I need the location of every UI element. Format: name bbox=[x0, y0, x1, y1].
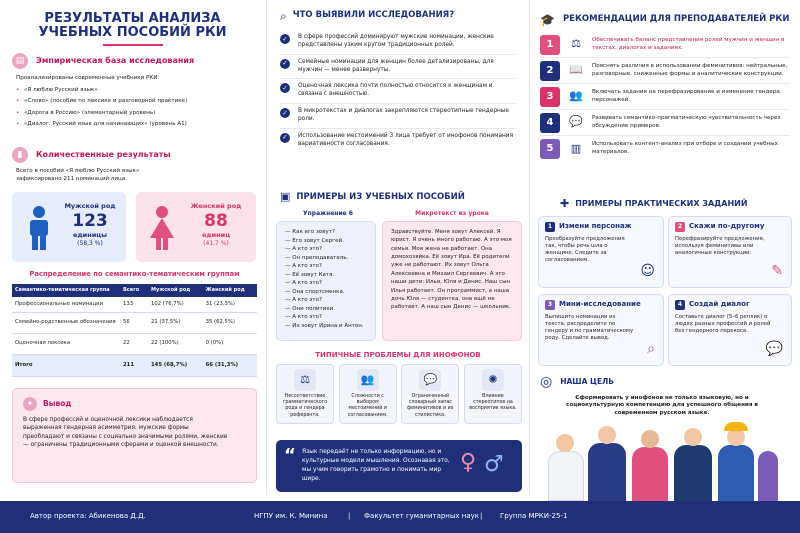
cell: 133 bbox=[120, 297, 148, 313]
pencil-icon: ✎ bbox=[771, 263, 783, 280]
check-icon: ✓ bbox=[280, 133, 290, 143]
footer-separator: | bbox=[348, 512, 351, 521]
examples-header bbox=[280, 190, 465, 205]
lightbulb-icon: ✦ bbox=[23, 397, 37, 411]
footer-author: Автор проекта: Абикенова Д.Д. bbox=[30, 512, 146, 521]
tasks-header bbox=[560, 197, 748, 212]
quant-section bbox=[12, 147, 257, 183]
table-header-row bbox=[12, 284, 257, 297]
magnifier-icon: ⌕ bbox=[280, 9, 287, 23]
title-underline bbox=[103, 44, 163, 46]
examples-heading: ПРИМЕРЫ ИЗ УЧЕБНЫХ ПОСОБИЙ bbox=[296, 191, 465, 202]
microtext-title: Микротекст из урока bbox=[415, 210, 489, 217]
distribution-table bbox=[12, 284, 257, 377]
female-count: 88 bbox=[204, 210, 228, 231]
check-icon: ✓ bbox=[280, 34, 290, 44]
cell: Итого bbox=[12, 354, 120, 376]
dialogue-line: — Её зовут Катя. bbox=[285, 271, 335, 278]
check-icon: ✓ bbox=[280, 83, 290, 93]
chat-icon: 💬 bbox=[569, 115, 583, 129]
brain-icon: ✺ bbox=[482, 369, 504, 391]
problem-card: 👥 Сложности с выбором местоимений и согласованием. bbox=[339, 364, 397, 424]
book-item: • «Я люблю Русский язык» bbox=[16, 87, 257, 95]
recommendation-item: 3 👥 Включать задания на перефразирование и изменение гендера персонажей. bbox=[540, 84, 790, 110]
cell: 102 (76,7%) bbox=[148, 297, 203, 313]
findings-header bbox=[280, 8, 524, 24]
male-figure-icon bbox=[26, 206, 52, 250]
quant-intro: Всего в пособии «Я люблю Русский язык» зафиксировано 211 номинаций лица. bbox=[16, 168, 140, 182]
footer-university: НГПУ им. К. Минина bbox=[254, 512, 328, 521]
recommendation-item: 2 📖 Пояснять различия в использовании феминитивов: нейтральные, разговорные, сниженные формы и аналитические конструкции. bbox=[540, 58, 790, 84]
speech-bubble-icon: 💬 bbox=[765, 341, 783, 358]
findings-section bbox=[272, 8, 524, 152]
table-row bbox=[12, 312, 257, 333]
microtext-text: Здравствуйте. Меня зовут Алексей. Я юрист. Я очень много работаю. А это моя семья. Моя жена не работает. Она домохозяйка. Её зовут Ира. Её родители уже не работают. Их зовут Ольга Алексеевна и Михаил Сергеевич. А это наши дети: Илья, Юля и Денис. Наш сын Илья работает. Он программист, а наша дочь Юля — студентка, она ещё не работает. А наш сын Денис — школьник. bbox=[391, 229, 512, 311]
cell: 21 (37,5%) bbox=[148, 312, 203, 333]
quant-heading: Количественные результаты bbox=[36, 149, 171, 159]
check-icon: ✓ bbox=[280, 59, 290, 69]
speech-icon: 💬 bbox=[419, 369, 441, 391]
task-card: 2 Скажи по-другому Перефразируйте предложения, используя феминитивы или аналогичные конструкции. ✎ bbox=[668, 216, 792, 288]
book-item: • «Слово» (пособие по лексике и разговорной практике) bbox=[16, 98, 257, 106]
footer bbox=[0, 501, 800, 533]
target-icon: ◎ bbox=[540, 374, 553, 390]
exercise-title: Упражнение 6 bbox=[303, 210, 353, 217]
conclusion-heading: Вывод bbox=[43, 398, 72, 408]
male-unit: единицы bbox=[73, 231, 107, 240]
dialogue-line: — А кто это? bbox=[285, 246, 322, 253]
books-list bbox=[16, 87, 257, 129]
finding-item: ✓ Семейные номинации для женщин более детализированы, для мужчин — менее развернуты. bbox=[280, 55, 516, 80]
divider bbox=[266, 0, 267, 495]
goal-text: Сформировать у инофонов не только языковую, но и социокультурную компетенцию для успешного общения в современном русском языке. bbox=[566, 394, 758, 416]
recommendation-number: 4 bbox=[540, 113, 560, 133]
recommendation-item: 4 💬 Развивать семантико-прагматическую чувствительность через обсуждение примеров. bbox=[540, 110, 790, 136]
female-label: Женский род bbox=[190, 202, 242, 210]
cell: Оценочная лексика bbox=[12, 333, 120, 354]
cell: 56 bbox=[120, 312, 148, 333]
cell: 0 (0%) bbox=[203, 333, 257, 354]
tasks-heading: ПРИМЕРЫ ПРАКТИЧЕСКИХ ЗАДАНИЙ bbox=[575, 199, 748, 209]
recommendation-number: 2 bbox=[540, 61, 560, 81]
dialogue-line: — А кто это? bbox=[285, 280, 322, 287]
problem-card: ✺ Влияние стереотипов на восприятие языка. bbox=[464, 364, 522, 424]
conclusion-box bbox=[12, 388, 257, 483]
column-header: Семантико-тематическая группа bbox=[12, 284, 120, 297]
problems-heading: ТИПИЧНЫЕ ПРОБЛЕМЫ ДЛЯ ИНОФОНОВ bbox=[315, 351, 481, 359]
quote-box bbox=[276, 440, 522, 492]
female-symbol-icon: ♀ bbox=[460, 450, 477, 475]
cell: 211 bbox=[120, 354, 148, 376]
findings-heading: ЧТО ВЫЯВИЛИ ИССЛЕДОВАНИЯ? bbox=[292, 10, 455, 21]
dialogue-line: — Их зовут Ирина и Антон. bbox=[285, 322, 364, 329]
recommendation-number: 3 bbox=[540, 87, 560, 107]
finding-item: ✓ В сфере профессий доминируют мужские номинации, женские представлены узким кругом традиционных ролей. bbox=[280, 30, 516, 55]
professionals-illustration bbox=[548, 418, 778, 501]
distribution-heading: Распределение по семантико-тематическим группам bbox=[29, 270, 240, 278]
exercise-dialogue bbox=[285, 228, 367, 330]
check-icon: ✓ bbox=[280, 108, 290, 118]
female-unit: единиц bbox=[201, 231, 231, 240]
recommendation-number: 5 bbox=[540, 139, 560, 159]
table-row bbox=[12, 297, 257, 313]
task-card: 1 Измени персонаж Преобразуйте предложения так, чтобы речь шла о женщине. Следите за согласованием. ☺ bbox=[538, 216, 664, 288]
dialogue-line: — Он преподаватель. bbox=[285, 254, 349, 261]
problems-list bbox=[276, 364, 522, 424]
title-line-1: РЕЗУЛЬТАТЫ АНАЛИЗА bbox=[44, 11, 221, 26]
footer-separator: | bbox=[480, 512, 483, 521]
graduation-cap-icon: 🎓 bbox=[540, 13, 555, 27]
dialogue-line: — Как его зовут? bbox=[285, 229, 335, 235]
recommendation-number: 1 bbox=[540, 35, 560, 55]
problem-card: ⚖ Несоответствие грамматического рода и гендера референта. bbox=[276, 364, 334, 424]
left-column bbox=[0, 0, 265, 500]
goal-section bbox=[540, 373, 790, 418]
footer-group: Группа МРКИ-25-1 bbox=[500, 512, 568, 521]
task-card: 4 Создай диалог Составьте диалог (5–6 реплик) о людях разных профессий и ролей без гендерного перекоса. 💬 bbox=[668, 294, 792, 366]
puzzle-icon: ✚ bbox=[560, 197, 570, 210]
male-count: 123 bbox=[72, 210, 108, 231]
scales-icon: ⚖ bbox=[571, 37, 581, 51]
table-total-row bbox=[12, 354, 257, 376]
book-icon: ▣ bbox=[280, 190, 291, 203]
female-percent: (41,7 %) bbox=[203, 239, 229, 247]
book-item: • «Дорога в Россию» (элементарный уровень) bbox=[16, 110, 257, 118]
goal-header bbox=[540, 373, 790, 392]
female-figure-icon bbox=[148, 206, 176, 250]
dialogue-line: — А кто это? bbox=[285, 314, 322, 321]
column-header: Мужской род bbox=[148, 284, 203, 297]
column-header: Женский род bbox=[203, 284, 257, 297]
scales-icon: ⚖ bbox=[294, 369, 316, 391]
cell: 145 (68,7%) bbox=[148, 354, 203, 376]
recommendation-item: 1 ⚖ Обеспечивать баланс представления ролей мужчин и женщин в текстах, диалогах и заданиях. bbox=[540, 32, 790, 58]
finding-item: ✓ Использование местоимений 3 лица требует от инофонов понимания вариативности согласования. bbox=[280, 129, 516, 153]
dialogue-line: — А кто это? bbox=[285, 263, 322, 270]
people-icon: 👥 bbox=[357, 369, 379, 391]
cell: 22 bbox=[120, 333, 148, 354]
recommendation-item: 5 ▥ Использовать контент-анализ при отборе и создании учебных материалов. bbox=[540, 136, 790, 162]
findings-list bbox=[280, 30, 516, 152]
male-card bbox=[12, 192, 126, 262]
problem-card: 💬 Ограниченный словарный запас феминитивов и их стилистика. bbox=[401, 364, 459, 424]
clipboard-icon: ▤ bbox=[12, 53, 28, 69]
column-header: Всего bbox=[120, 284, 148, 297]
cell: 35 (62,5%) bbox=[203, 312, 257, 333]
hard-hat-icon bbox=[724, 422, 748, 431]
male-symbol-icon: ♂ bbox=[484, 452, 504, 477]
table-row bbox=[12, 333, 257, 354]
footer-faculty: Факультет гуманитарных наук bbox=[364, 512, 480, 521]
dialogue-line: — Она спортсменка. bbox=[285, 288, 345, 295]
task-card: 3 Мини-исследование Выпишите номинации из текста, распределите по гендеру и по грамматическому роду. Сделайте вывод. ⌕ bbox=[538, 294, 664, 366]
dialogue-line: — Его зовут Сергей. bbox=[285, 237, 344, 244]
conclusion-text: В сфере профессий и оценочной лексики наблюдается выраженная гендерная асимметрия: мужские формы преобладают и связаны с социально значимыми ролями, женские — ограничены традиционными сферами и оценкой внешности. bbox=[23, 417, 228, 449]
magnifier-icon: ⌕ bbox=[647, 341, 655, 358]
analytics-icon: ▥ bbox=[570, 141, 582, 155]
finding-item: ✓ В микротекстах и диалогах закрепляются стереотипные гендерные роли. bbox=[280, 104, 516, 129]
goal-heading: НАША ЦЕЛЬ bbox=[560, 377, 615, 387]
male-label: Мужской род bbox=[64, 202, 116, 210]
quote-text: Язык передаёт не только информацию, но и культурные модели мышления. Осознавая это, мы учим говорить грамотно и понимать мир шире. bbox=[302, 449, 450, 483]
female-card bbox=[136, 192, 256, 262]
cell: 22 (100%) bbox=[148, 333, 203, 354]
cell: Профессиональные номинации bbox=[12, 297, 120, 313]
empirical-header bbox=[12, 53, 257, 69]
recommendations-list bbox=[540, 32, 790, 162]
cell: 31 (23,3%) bbox=[203, 297, 257, 313]
open-book-icon: 📖 bbox=[569, 63, 583, 77]
male-percent: (58,3 %) bbox=[77, 239, 103, 247]
cell: 66 (31,3%) bbox=[203, 354, 257, 376]
cell: Семейно-родственные обозначения bbox=[12, 312, 120, 333]
people-icon: 👥 bbox=[569, 89, 583, 103]
recommendations-header bbox=[540, 12, 789, 28]
finding-item: ✓ Оценочная лексика почти полностью относится к женщинам и связана с внешностью. bbox=[280, 79, 516, 104]
page-title bbox=[0, 12, 265, 46]
person-icon: ☺ bbox=[640, 263, 655, 280]
recommendations-heading: РЕКОМЕНДАЦИИ ДЛЯ ПРЕПОДАВАТЕЛЕЙ РКИ bbox=[562, 14, 790, 25]
title-line-2: УЧЕБНЫХ ПОСОБИЙ РКИ bbox=[38, 25, 227, 41]
dialogue-line: — Они политики. bbox=[285, 305, 335, 312]
bar-chart-icon: ▮ bbox=[12, 147, 28, 163]
book-item: • «Диалог. Русский язык для начинающих» (уровень А1) bbox=[16, 121, 257, 129]
divider bbox=[529, 0, 530, 495]
empirical-intro: Проанализированы современные учебники РКИ: bbox=[16, 75, 160, 81]
microtext-box bbox=[382, 221, 522, 341]
dialogue-line: — А кто это? bbox=[285, 297, 322, 304]
conclusion-header bbox=[23, 397, 256, 411]
quote-mark-icon: “ bbox=[284, 445, 296, 466]
empirical-section bbox=[12, 53, 257, 133]
empirical-heading: Эмпирическая база исследования bbox=[36, 55, 195, 65]
quant-header bbox=[12, 147, 257, 163]
exercise-box bbox=[276, 221, 376, 341]
